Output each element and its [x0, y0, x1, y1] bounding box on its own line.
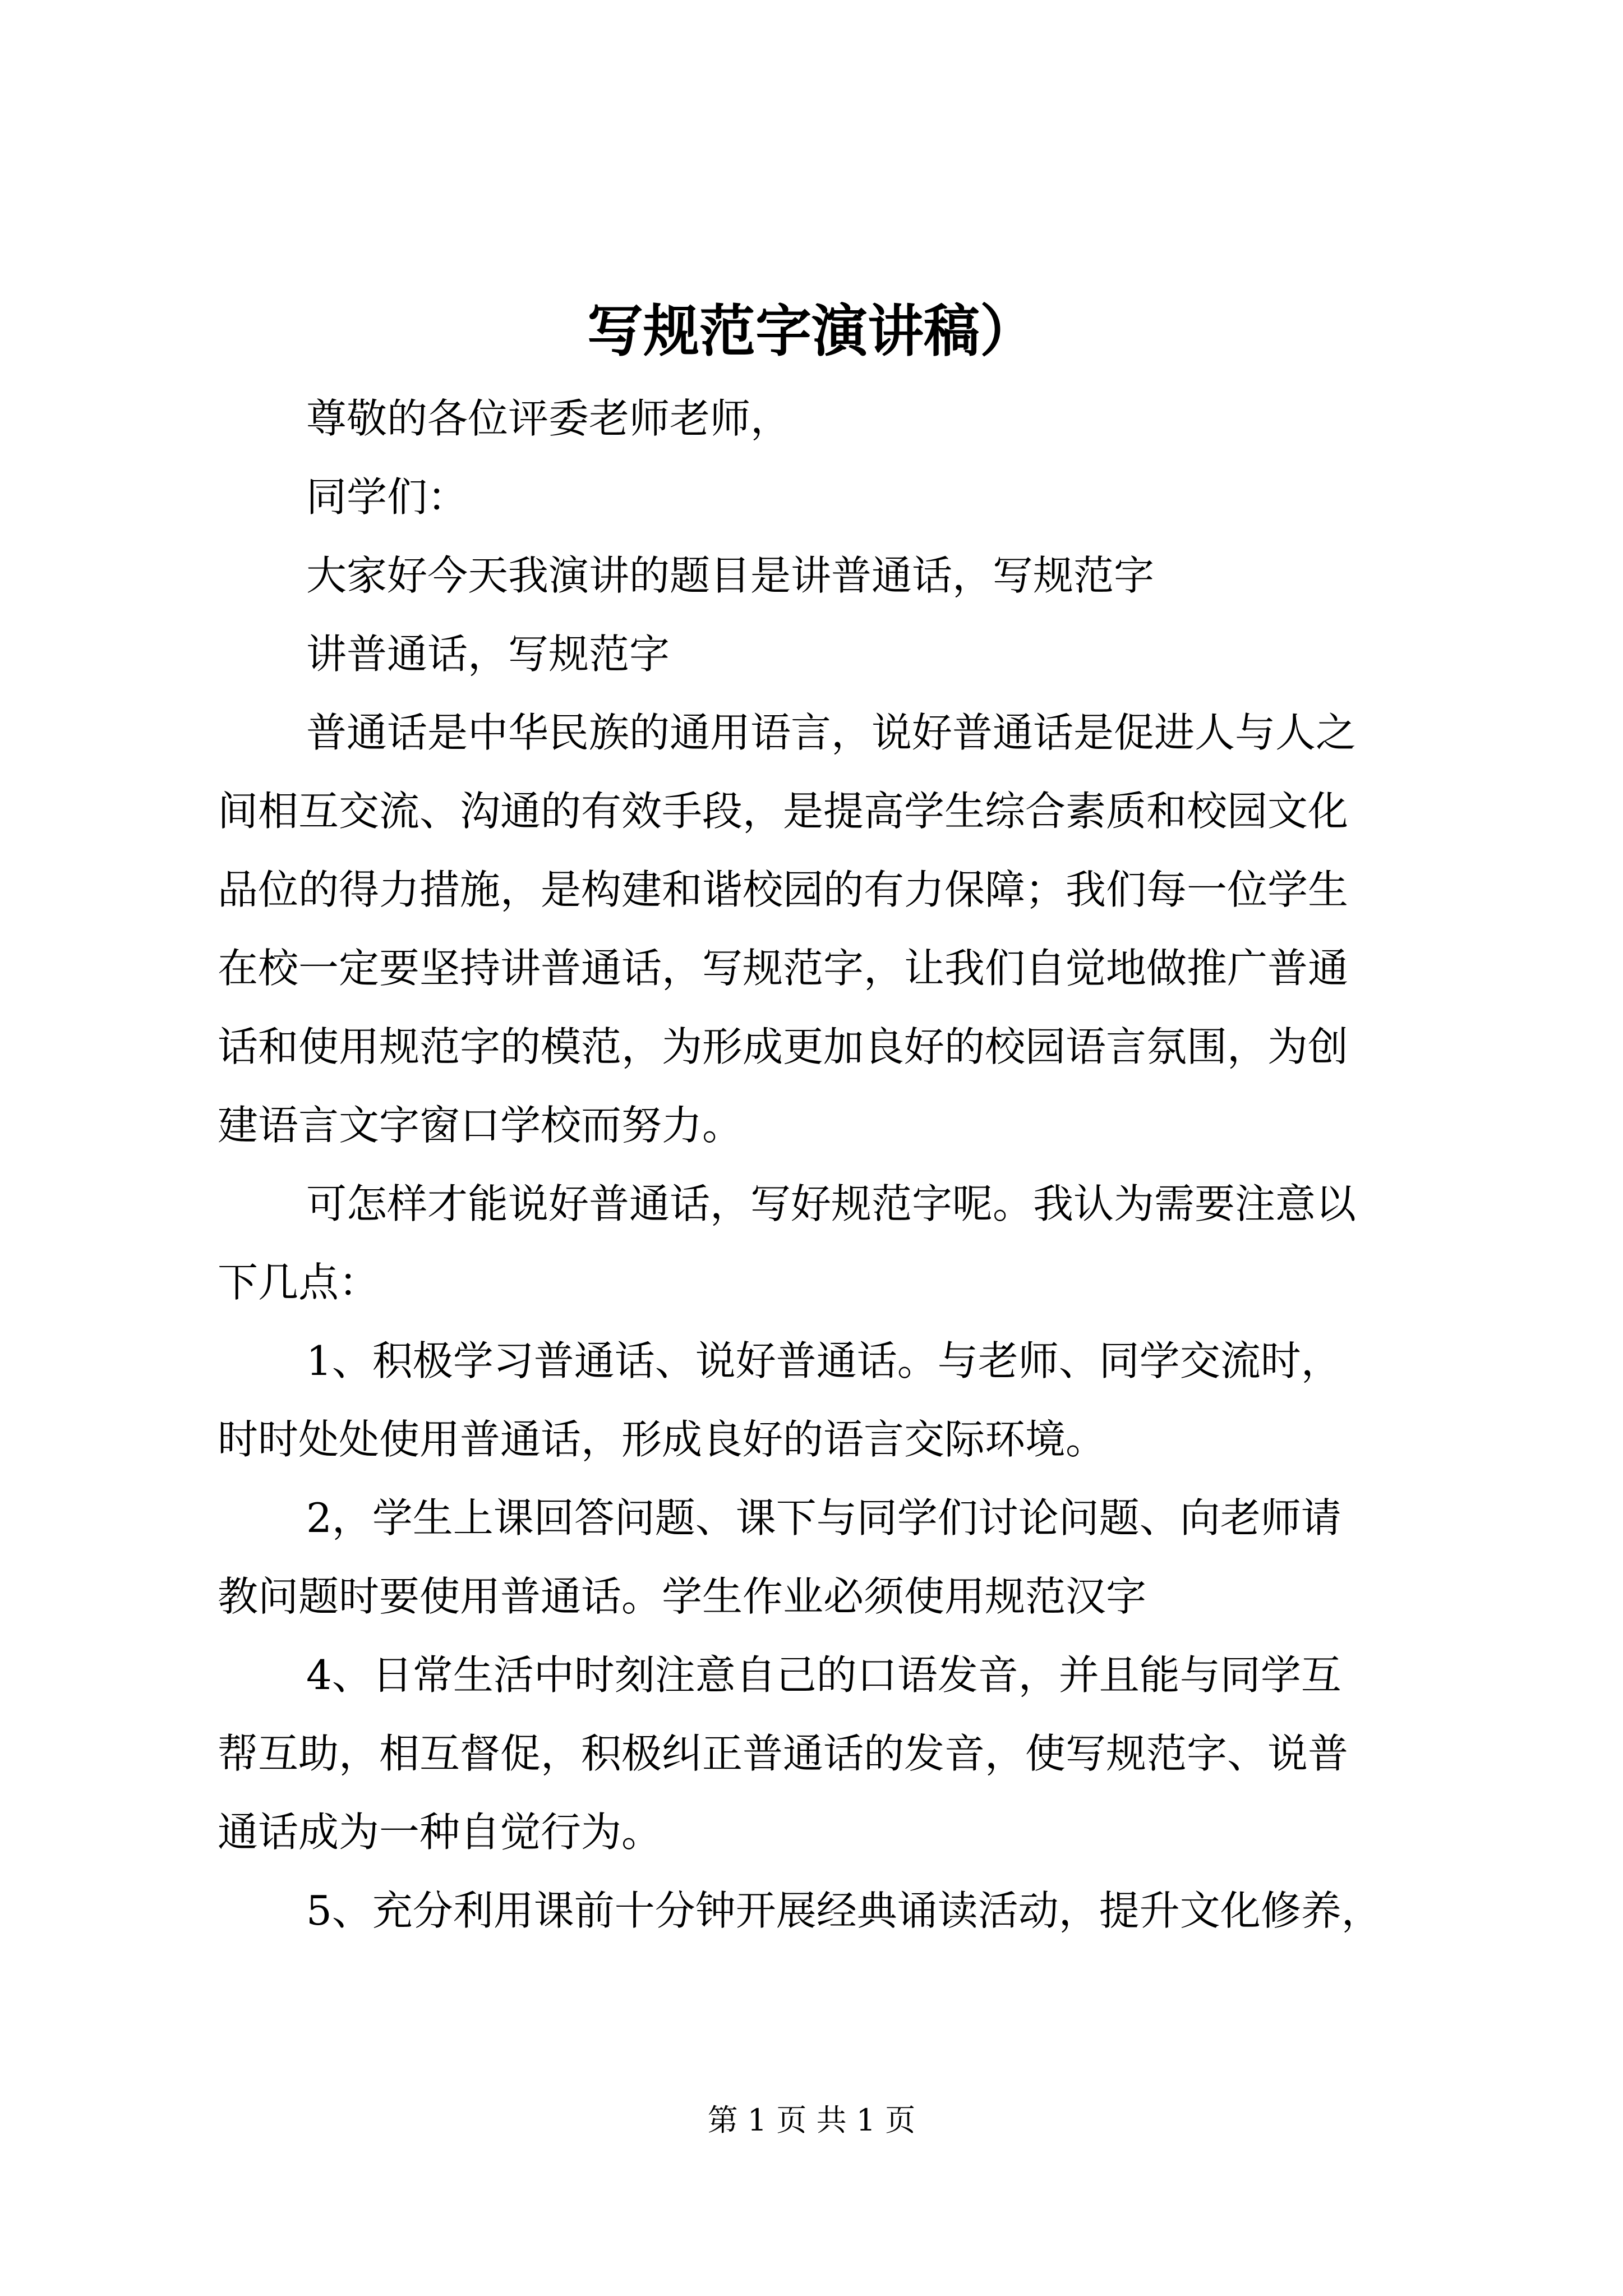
paragraph-line: 讲普通话，写规范字 [306, 631, 670, 678]
paragraph-line: 帮互助，相互督促，积极纠正普通话的发音，使写规范字、说普 [218, 1730, 1349, 1777]
paragraph-line: 在校一定要坚持讲普通话，写规范字，让我们自觉地做推广普通 [218, 945, 1349, 992]
paragraph-line: 教问题时要使用普通话。学生作业必须使用规范汉字 [218, 1573, 1147, 1620]
salutation-line: 同学们： [306, 473, 468, 521]
page-footer: 第 1 页 共 1 页 [707, 2102, 916, 2138]
paragraph-line: 间相互交流、沟通的有效手段，是提高学生综合素质和校园文化 [218, 788, 1349, 835]
paragraph-line: 普通话是中华民族的通用语言，说好普通话是促进人与人之 [306, 709, 1357, 756]
document-title: 写规范字演讲稿） [587, 298, 1036, 364]
paragraph-line: 5、充分利用课前十分钟开展经典诵读活动，提升文化修养， [306, 1887, 1382, 1934]
salutation-line: 尊敬的各位评委老师老师， [306, 395, 791, 442]
paragraph-line: 时时处处使用普通话，形成良好的语言交际环境。 [218, 1416, 1106, 1463]
paragraph-line: 建语言文字窗口学校而努力。 [218, 1102, 743, 1149]
paragraph-line: 下几点： [218, 1259, 380, 1306]
paragraph-line: 通话成为一种自觉行为。 [218, 1809, 662, 1856]
paragraph-line: 2，学生上课回答问题、课下与同学们讨论问题、向老师请 [306, 1494, 1341, 1542]
paragraph-line: 可怎样才能说好普通话，写好规范字呢。我认为需要注意以 [306, 1180, 1357, 1227]
paragraph-line: 品位的得力措施，是构建和谐校园的有力保障；我们每一位学生 [218, 866, 1349, 913]
paragraph-line: 大家好今天我演讲的题目是讲普通话，写规范字 [306, 552, 1155, 599]
paragraph-line: 话和使用规范字的模范，为形成更加良好的校园语言氛围，为创 [218, 1023, 1349, 1070]
paragraph-line: 1、积极学习普通话、说好普通话。与老师、同学交流时， [306, 1337, 1341, 1384]
document-body [218, 379, 1423, 1950]
paragraph-line: 4、日常生活中时刻注意自己的口语发音，并且能与同学互 [306, 1651, 1341, 1699]
